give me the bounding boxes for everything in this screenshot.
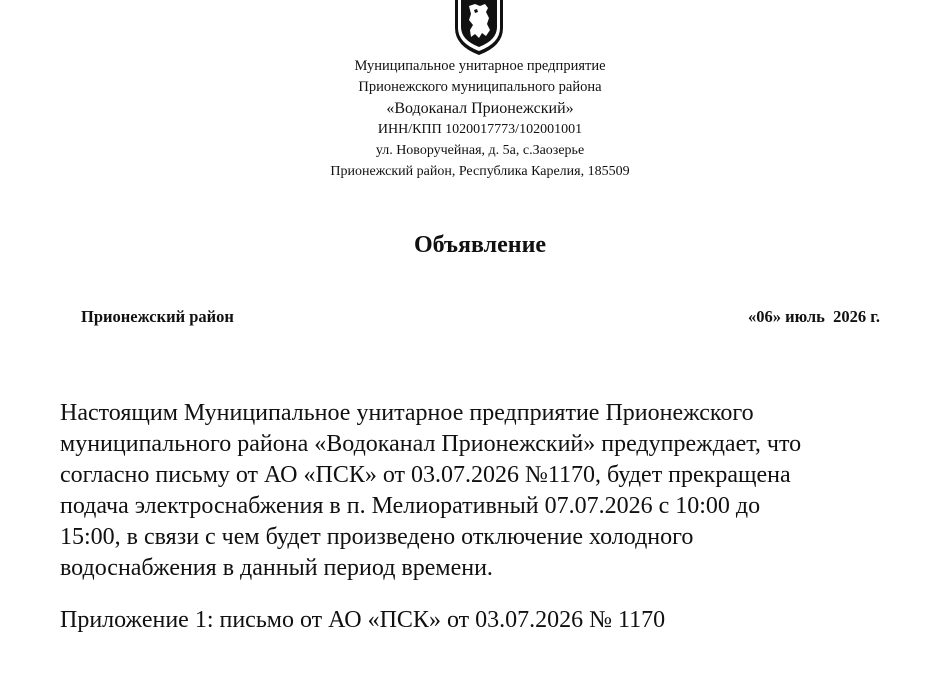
header-org-name: «Водоканал Прионежский» <box>386 100 574 117</box>
body-line: подача электроснабжения в п. Мелиоративный 07.07.2026 с 10:00 до <box>60 493 761 519</box>
document-title: Объявление <box>413 232 547 258</box>
body-line: 15:00, в связи с чем будет произведено отключение холодного <box>60 524 694 550</box>
header-region-address: Прионежский район, Республика Карелия, 185509 <box>330 164 630 179</box>
document-place: Прионежский район <box>81 307 234 326</box>
header-org-type: Муниципальное унитарное предприятие <box>354 58 606 74</box>
attachment-note: Приложение 1: письмо от АО «ПСК» от 03.07.2026 № 1170 <box>60 607 666 633</box>
header-street-address: ул. Новоручейная, д. 5а, с.Заозерье <box>375 143 585 158</box>
coat-of-arms-bear-icon <box>449 0 509 56</box>
body-line: Настоящим Муниципальное унитарное предприятие Прионежского <box>60 400 754 426</box>
document-date: «06» июль 2026 г. <box>748 307 880 326</box>
body-line: водоснабжения в данный период времени. <box>60 555 493 581</box>
header-inn-kpp: ИНН/КПП 1020017773/102001001 <box>377 122 583 137</box>
organization-header <box>230 56 730 182</box>
header-district: Прионежского муниципального района <box>358 79 602 95</box>
body-line: согласно письму от АО «ПСК» от 03.07.2026 №1170, будет прекращена <box>60 462 791 488</box>
body-line: муниципального района «Водоканал Прионежский» предупреждает, что <box>60 431 802 457</box>
announcement-body <box>60 398 910 584</box>
